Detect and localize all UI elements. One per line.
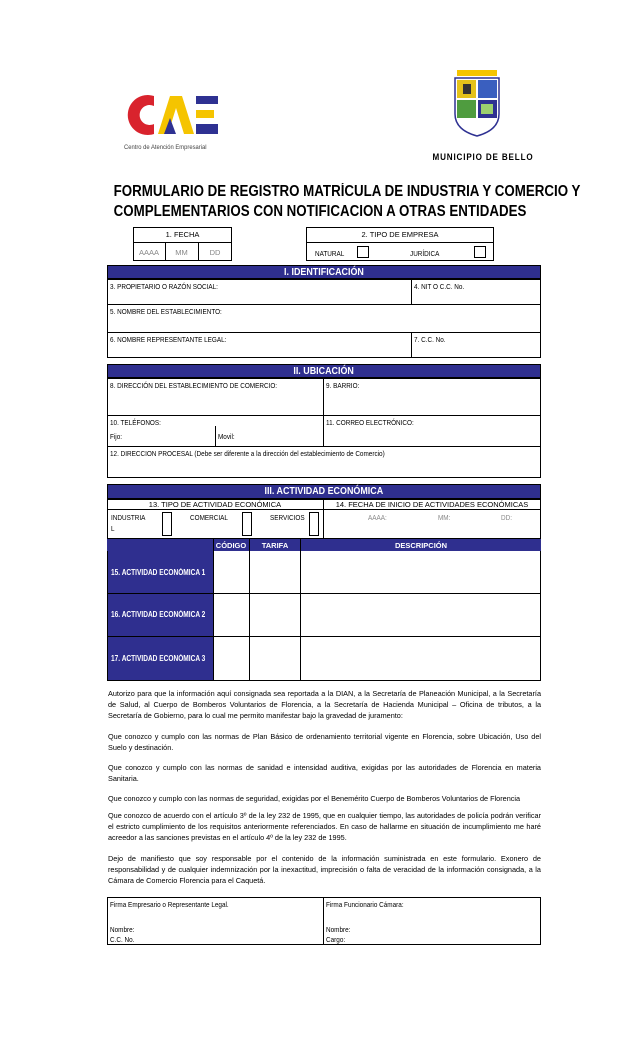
form-title-line1: FORMULARIO DE REGISTRO MATRÍCULA DE INDUSTRIA Y COMERCIO Y <box>113 183 581 200</box>
fecha-label: 1. FECHA <box>165 230 200 239</box>
industria-label: INDUSTRIA <box>111 513 146 522</box>
municipio-shield <box>451 68 503 140</box>
paragraph-ley232: Que conozco de acuerdo con el artículo 3º de la ley 232 de 1995, que en cualquier tiempo, las autoridades de policía podrán verificar el estricto cumplimiento de los requisitos anteriormente referenciados. En caso de hallarme en situación de incumplimiento me haré acreedor a las sanciones previstas en el artículo 4º de la ley 232 de 1995. <box>108 811 541 843</box>
direccion-field[interactable]: 8. DIRECCIÓN DEL ESTABLECIMIENTO DE COMERCIO: <box>110 381 278 390</box>
paragraph-sanidad: Que conozco y cumplo con las normas de sanidad e intensidad auditiva, exigidas por las autoridades de Florencia en materia Sanitaria. <box>108 763 541 784</box>
movil-field[interactable]: Movil: <box>218 432 235 441</box>
col-codigo: CÓDIGO <box>215 541 247 550</box>
nit-field[interactable]: 4. NIT O C.C. No. <box>414 282 465 291</box>
ubicacion-box <box>107 378 541 478</box>
natural-label: NATURAL <box>315 249 345 258</box>
actividad-row-1: 15. ACTIVIDAD ECONÓMICA 1 <box>111 568 206 577</box>
cc-field[interactable]: 7. C.C. No. <box>414 335 446 344</box>
fecha-inicio-label: 14. FECHA DE INICIO DE ACTIVIDADES ECONÓMICAS <box>335 500 529 509</box>
actividad-header <box>107 484 541 499</box>
fecha-mm[interactable]: MM <box>175 248 188 257</box>
ubicacion-header-text: II. UBICACIÓN <box>293 365 355 377</box>
representante-field[interactable]: 6. NOMBRE REPRESENTANTE LEGAL: <box>110 335 227 344</box>
cae-logo <box>124 90 224 150</box>
nombre-establecimiento-field[interactable]: 5. NOMBRE DEL ESTABLECIMIENTO: <box>110 307 222 316</box>
paragraph-responsable: Dejo de manifiesto que soy responsable por el contenido de la información suministrada en este formulario. Exonero de responsabilidad y de cualquier indemnización por la inexactitud, imprecisión o falta de veracidad de la información consignada, a la Cámara de Comercio Florencia para el Caquetá. <box>108 854 541 886</box>
comercial-label: COMERCIAL <box>190 513 228 522</box>
correo-field[interactable]: 11. CORREO ELECTRÓNICO: <box>326 418 414 427</box>
tipo-actividad-label: 13. TIPO DE ACTIVIDAD ECONÓMICA <box>148 500 282 509</box>
firma-cargo[interactable]: Cargo: <box>326 935 346 944</box>
direccion-procesal-field[interactable]: 12. DIRECCION PROCESAL (Debe ser diferente a la dirección del establecimiento de Comercio) <box>110 449 385 458</box>
inicio-dd[interactable]: DD: <box>501 513 512 522</box>
actividad-row-2: 16. ACTIVIDAD ECONÓMICA 2 <box>111 610 206 619</box>
col-descripcion: DESCRIPCIÓN <box>394 541 448 550</box>
natural-checkbox[interactable] <box>357 246 369 258</box>
actividad-header-text: III. ACTIVIDAD ECONÓMICA <box>264 485 384 497</box>
cae-logo-graphic <box>124 90 224 140</box>
identificacion-header <box>107 265 541 279</box>
firma-funcionario[interactable]: Firma Funcionario Cámara: <box>326 900 404 909</box>
form-title-line2: COMPLEMENTARIOS CON NOTIFICACION A OTRAS ENTIDADES <box>113 203 527 220</box>
telefonos-label: 10. TELÉFONOS: <box>110 418 161 427</box>
paragraph-pbot: Que conozco y cumplo con las normas de Plan Básico de ordenamiento territorial vigente en Florencia, sobre Ubicación, Uso del Suelo y destinación. <box>108 732 541 753</box>
inicio-mm[interactable]: MM: <box>438 513 451 522</box>
juridica-checkbox[interactable] <box>474 246 486 258</box>
firma-nombre-1[interactable]: Nombre: <box>110 925 135 934</box>
paragraph-seguridad: Que conozco y cumplo con las normas de seguridad, exigidas por el Benemérito Cuerpo de Bomberos Voluntarios de Florencia <box>108 794 521 803</box>
barrio-field[interactable]: 9. BARRIO: <box>326 381 360 390</box>
ubicacion-header <box>107 364 541 378</box>
identificacion-header-text: I. IDENTIFICACIÓN <box>284 266 364 278</box>
fijo-field[interactable]: Fijo: <box>110 432 123 441</box>
servicios-checkbox[interactable] <box>309 512 319 536</box>
shield-icon <box>451 68 503 140</box>
propietario-field[interactable]: 3. PROPIETARIO O RAZÓN SOCIAL: <box>110 282 218 291</box>
firma-empresario[interactable]: Firma Empresario o Representante Legal. <box>110 900 229 909</box>
cae-subtitle: Centro de Atención Empresarial <box>124 144 207 151</box>
fecha-aaaa[interactable]: AAAA <box>138 248 159 257</box>
municipio-label: MUNICIPIO DE BELLO <box>432 152 534 163</box>
col-tarifa: TARIFA <box>261 541 289 550</box>
industria-l-label: L <box>111 524 115 533</box>
servicios-label: SERVICIOS <box>270 513 305 522</box>
juridica-label: JURÍDICA <box>410 249 440 258</box>
fecha-dd[interactable]: DD <box>209 248 221 257</box>
comercial-checkbox[interactable] <box>242 512 252 536</box>
tipo-empresa-label: 2. TIPO DE EMPRESA <box>361 230 439 239</box>
paragraph-autorizo: Autorizo para que la información aquí consignada sea reportada a la DIAN, a la Secretaría de Planeación Municipal, a la Secretaría de Salud, al Cuerpo de Bomberos Voluntarios de Florencia, a la Secretaría de Hacienda Municipal – Oficina de tributos, a la Secretaría de Gobierno, para lo cual me permito manifestar bajo la gravedad de juramento: <box>108 689 541 721</box>
industria-checkbox[interactable] <box>162 512 172 536</box>
firma-cc[interactable]: C.C. No. <box>110 935 135 944</box>
actividad-row-3: 17. ACTIVIDAD ECONÓMICA 3 <box>111 654 206 663</box>
firma-nombre-2[interactable]: Nombre: <box>326 925 351 934</box>
inicio-aaaa[interactable]: AAAA: <box>368 513 387 522</box>
